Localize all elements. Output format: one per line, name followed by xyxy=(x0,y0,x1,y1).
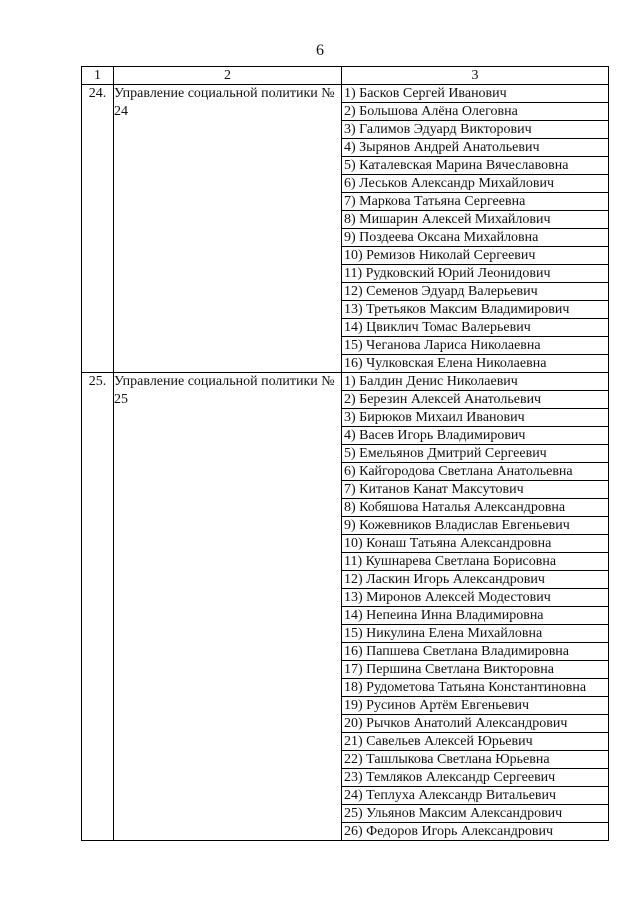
list-item: 7) Маркова Татьяна Сергеевна xyxy=(342,192,608,210)
list-item: 15) Никулина Елена Михайловна xyxy=(342,624,608,642)
department-name: Управление социальной политики № 25 xyxy=(114,373,342,841)
list-item: 18) Рудометова Татьяна Константиновна xyxy=(342,678,608,696)
list-item: 22) Ташлыкова Светлана Юрьевна xyxy=(342,750,608,768)
list-item: 24) Теплуха Александр Витальевич xyxy=(342,786,608,804)
list-item: 10) Конаш Татьяна Александровна xyxy=(342,534,608,552)
list-item: 17) Першина Светлана Викторовна xyxy=(342,660,608,678)
list-item: 20) Рычков Анатолий Александрович xyxy=(342,714,608,732)
list-item: 26) Федоров Игорь Александрович xyxy=(342,822,608,840)
list-item: 12) Ласкин Игорь Александрович xyxy=(342,570,608,588)
appointments-table xyxy=(81,66,609,841)
list-item: 4) Васев Игорь Владимирович xyxy=(342,426,608,444)
table-row xyxy=(82,85,609,373)
column-header-number: 1 xyxy=(82,67,114,85)
list-item: 5) Емельянов Дмитрий Сергеевич xyxy=(342,444,608,462)
list-item: 21) Савельев Алексей Юрьевич xyxy=(342,732,608,750)
list-item: 25) Ульянов Максим Александрович xyxy=(342,804,608,822)
list-item: 19) Русинов Артём Евгеньевич xyxy=(342,696,608,714)
list-item: 13) Миронов Алексей Модестович xyxy=(342,588,608,606)
list-item: 8) Мишарин Алексей Михайлович xyxy=(342,210,608,228)
list-item: 12) Семенов Эдуард Валерьевич xyxy=(342,282,608,300)
list-item: 2) Большова Алёна Олеговна xyxy=(342,102,608,120)
column-header-department: 2 xyxy=(114,67,342,85)
list-item: 1) Балдин Денис Николаевич xyxy=(344,374,518,389)
list-item: 11) Кушнарева Светлана Борисовна xyxy=(342,552,608,570)
names-list xyxy=(342,85,609,373)
list-item: 6) Леськов Александр Михайлович xyxy=(342,174,608,192)
list-item: 6) Кайгородова Светлана Анатольевна xyxy=(342,462,608,480)
list-item: 14) Непеина Инна Владимировна xyxy=(342,606,608,624)
list-item: 15) Чеганова Лариса Николаевна xyxy=(342,336,608,354)
list-item: 9) Поздеева Оксана Михайловна xyxy=(342,228,608,246)
list-item: 13) Третьяков Максим Владимирович xyxy=(342,300,608,318)
list-item: 8) Кобяшова Наталья Александровна xyxy=(342,498,608,516)
list-item: 4) Зырянов Андрей Анатольевич xyxy=(342,138,608,156)
list-item: 2) Березин Алексей Анатольевич xyxy=(342,390,608,408)
row-number: 25. xyxy=(82,373,114,841)
list-item: 11) Рудковский Юрий Леонидович xyxy=(342,264,608,282)
list-item: 16) Чулковская Елена Николаевна xyxy=(342,354,608,372)
list-item: 3) Галимов Эдуард Викторович xyxy=(342,120,608,138)
list-item: 9) Кожевников Владислав Евгеньевич xyxy=(342,516,608,534)
page-number: 6 xyxy=(316,42,324,59)
list-item: 1) Басков Сергей Иванович xyxy=(344,86,507,101)
list-item: 14) Цвиклич Томас Валерьевич xyxy=(342,318,608,336)
list-item: 5) Каталевская Марина Вячеславовна xyxy=(342,156,608,174)
list-item: 23) Темляков Александр Сергеевич xyxy=(342,768,608,786)
list-item: 16) Папшева Светлана Владимировна xyxy=(342,642,608,660)
list-item: 3) Бирюков Михаил Иванович xyxy=(342,408,608,426)
department-name: Управление социальной политики № 24 xyxy=(114,85,342,373)
header-row xyxy=(82,67,609,85)
list-item: 10) Ремизов Николай Сергеевич xyxy=(342,246,608,264)
column-header-names: 3 xyxy=(342,67,609,85)
names-list xyxy=(342,373,609,841)
row-number: 24. xyxy=(82,85,114,373)
list-item: 7) Китанов Канат Максутович xyxy=(342,480,608,498)
table-row xyxy=(82,373,609,841)
